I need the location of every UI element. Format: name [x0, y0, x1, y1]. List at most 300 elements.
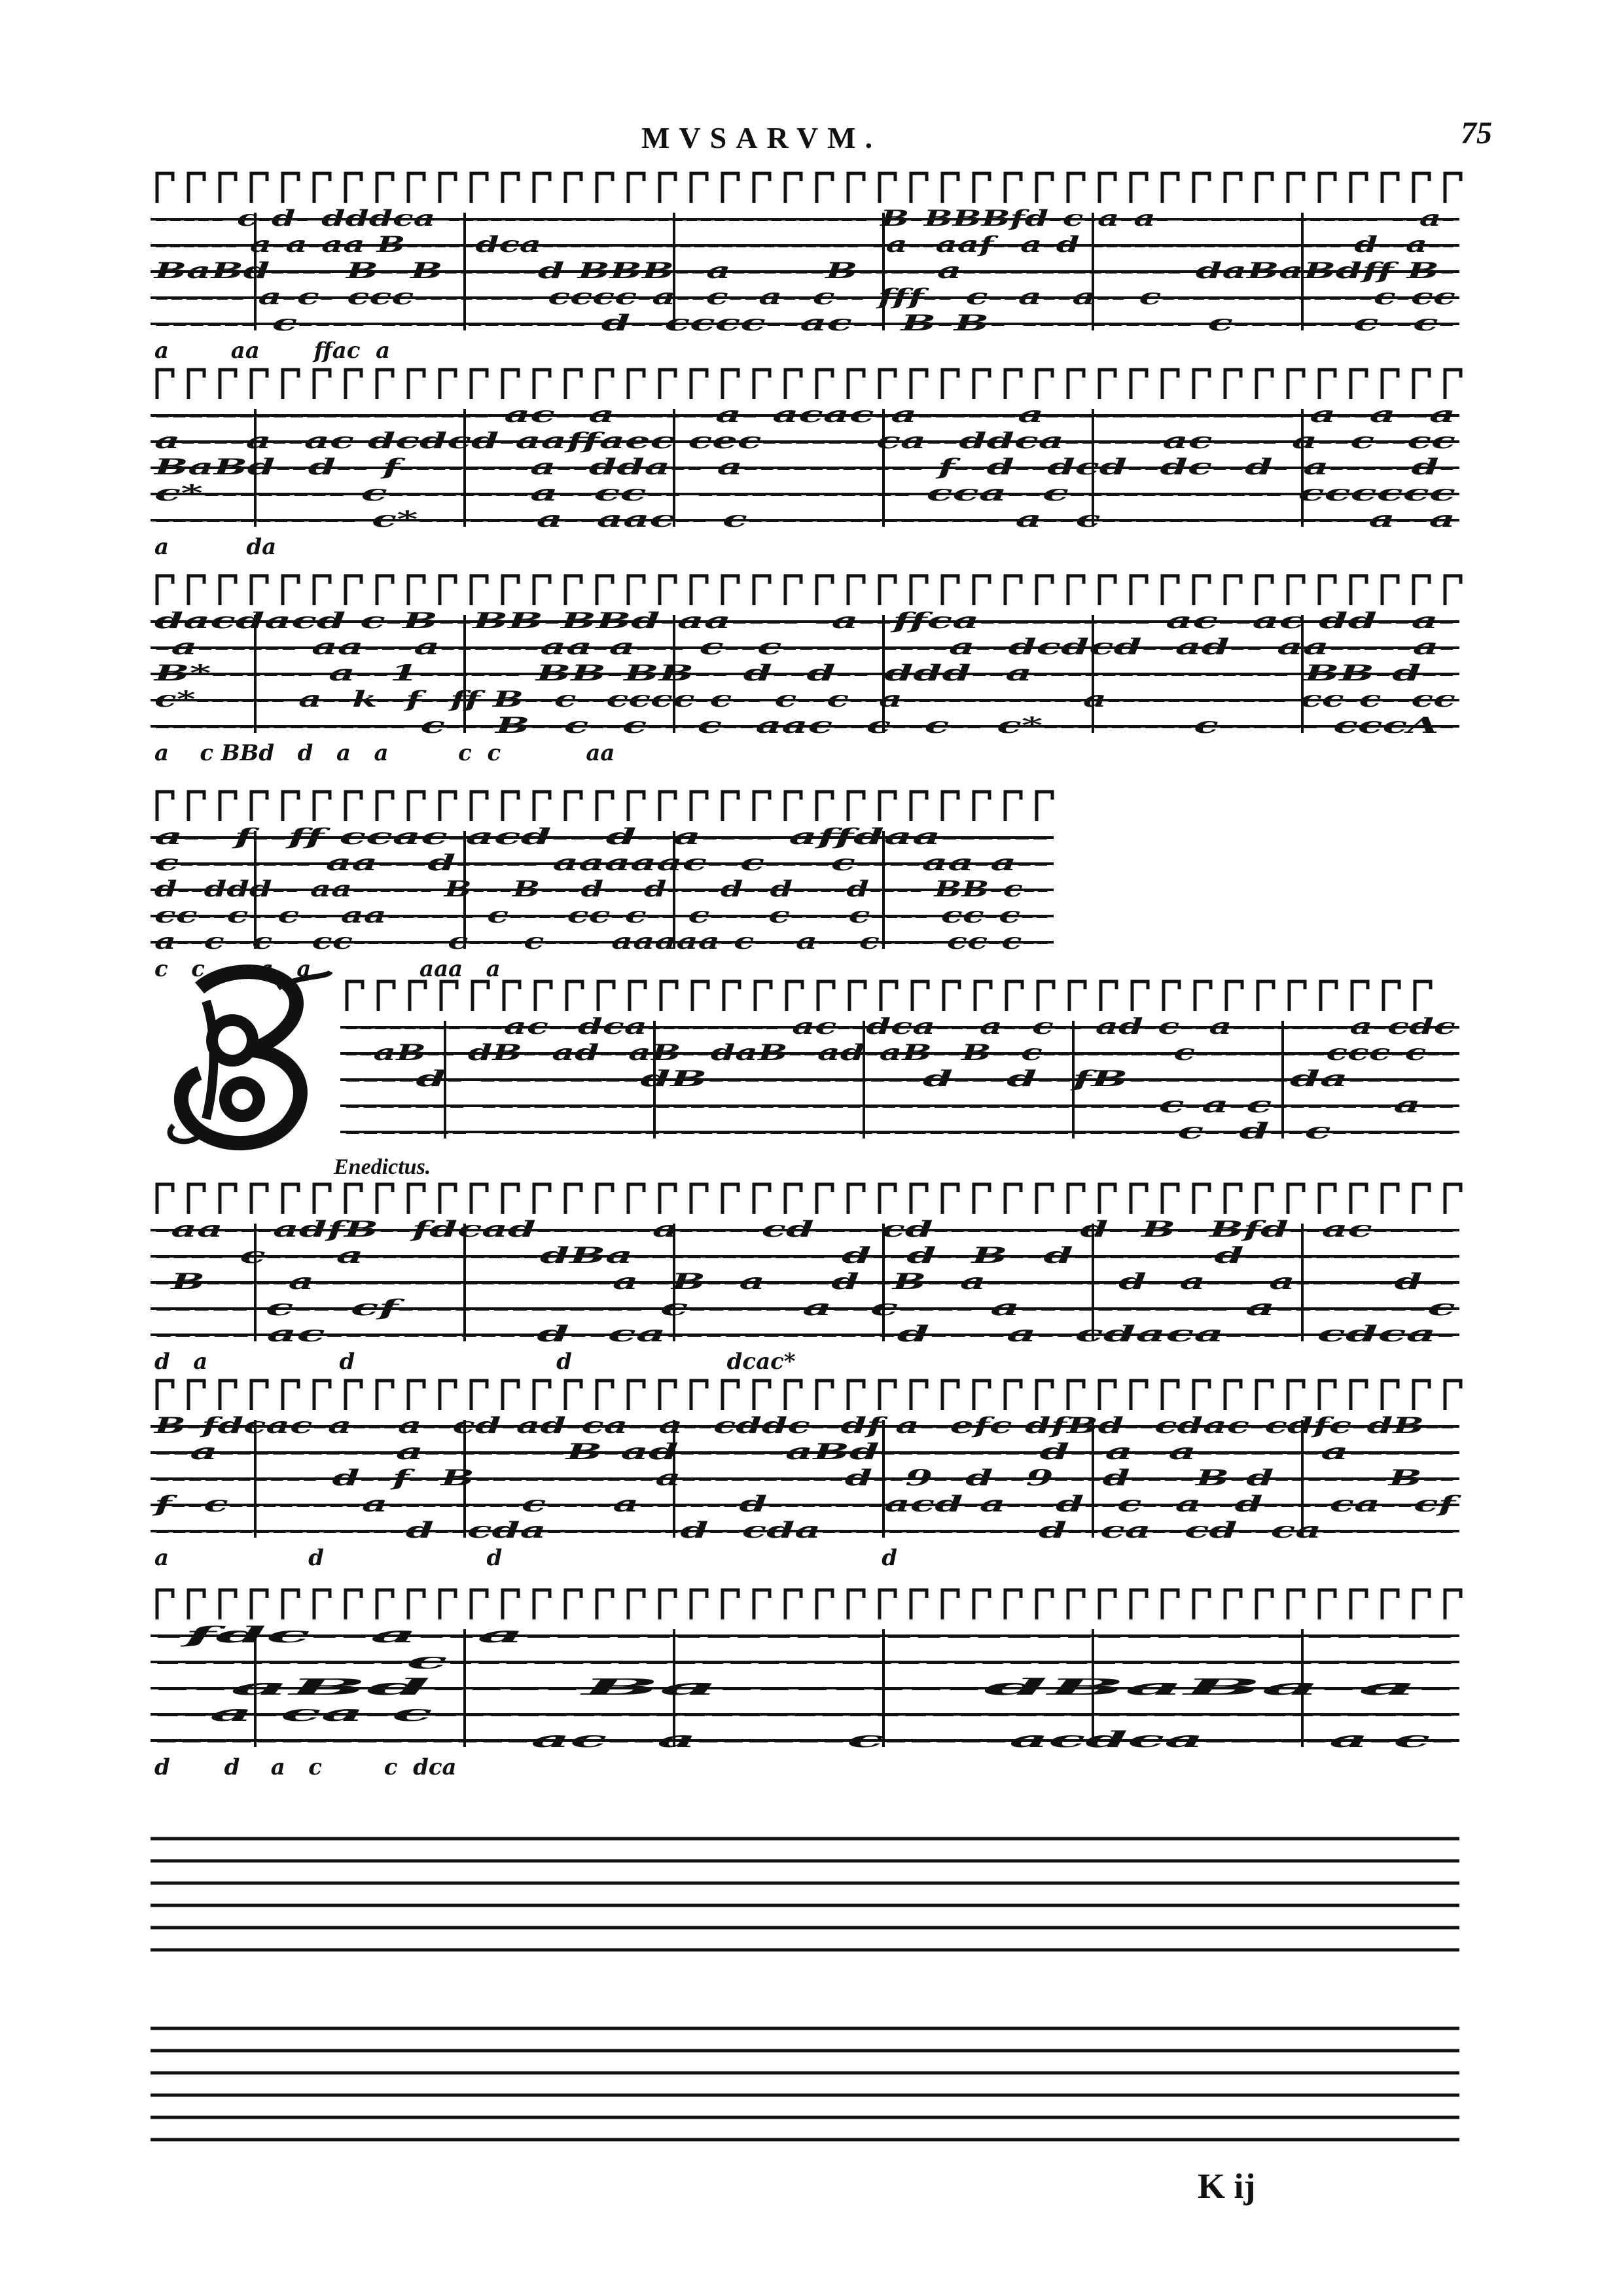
rhythm-flag [630, 981, 645, 1011]
rhythm-flag [377, 1184, 393, 1214]
rhythm-flag [1445, 173, 1461, 203]
rhythm-flag [504, 981, 520, 1011]
tablature-course-row: BaBd---- B--B------d BBB--a------B-----a-------------- daBaBdff B- [153, 258, 1456, 284]
rhythm-flag [1068, 370, 1084, 399]
rhythm-flag [1101, 981, 1116, 1011]
rhythm-flag [157, 370, 173, 399]
rhythm-flag [1005, 792, 1021, 821]
rhythm-flag [660, 1381, 675, 1410]
rhythm-flag [251, 370, 267, 399]
rhythm-flag [1037, 576, 1052, 605]
rhythm-signs [157, 173, 1461, 203]
rhythm-flag [1351, 1590, 1366, 1619]
rhythm-flag [660, 1184, 675, 1214]
rhythm-flag [314, 1381, 330, 1410]
rhythm-flag [220, 370, 236, 399]
rhythm-flag [1414, 370, 1429, 399]
signature-mark: K ij [1198, 2166, 1256, 2206]
rhythm-flag [251, 792, 267, 821]
rhythm-flag [974, 792, 990, 821]
rhythm-flag [692, 981, 708, 1011]
tablature-staff [340, 975, 1459, 1171]
tablature-course-row: B*------ a--1------ BB-BB-- d--d-- ddd--a--------------- BB-d-- [153, 660, 1455, 686]
rhythm-flag [157, 1184, 173, 1214]
rhythm-flag [1288, 1381, 1304, 1410]
running-head: MVSARVM. [641, 121, 882, 154]
rhythm-flag [1131, 1590, 1147, 1619]
rhythm-flag [880, 1590, 895, 1619]
rhythm-flag [911, 792, 927, 821]
tablature-course-row: ------- ---------------------------------------c--d--c------- [344, 1118, 1455, 1144]
rhythm-flag [942, 1184, 958, 1214]
rhythm-flag [1415, 981, 1431, 1011]
rhythm-flag [441, 981, 457, 1011]
rhythm-flag [628, 370, 644, 399]
rhythm-flag [1037, 1184, 1052, 1214]
rhythm-flag [1037, 370, 1052, 399]
rhythm-flag [471, 1590, 487, 1619]
rhythm-flag [1288, 1590, 1304, 1619]
rhythm-flag [503, 370, 518, 399]
rhythm-flag [251, 576, 267, 605]
rhythm-flag [628, 576, 644, 605]
rhythm-flag [283, 1381, 298, 1410]
rhythm-flag [1445, 1381, 1461, 1410]
rhythm-flag [378, 981, 394, 1011]
tablature-bass-letters: c c a a aaa a [154, 956, 501, 982]
rhythm-flag [848, 1590, 864, 1619]
tablature-staff [151, 1374, 1462, 1571]
rhythm-flag [1195, 981, 1211, 1011]
rhythm-flag [1445, 576, 1461, 605]
rhythm-flag [597, 792, 613, 821]
rhythm-flag [314, 576, 330, 605]
blank-staff-group-1 [151, 1832, 1459, 1963]
tablature-course-row: BaBd--d-- f--------a--dda-- a----------- f--d--dcd--dc--d- a-----d- [153, 454, 1455, 480]
rhythm-flag [283, 173, 298, 203]
rhythm-flag [785, 1590, 801, 1619]
rhythm-flag [1099, 1381, 1115, 1410]
rhythm-flag [691, 792, 707, 821]
rhythm-flag [188, 173, 204, 203]
rhythm-flag [346, 576, 361, 605]
tablature-course-row: dacdacd c-B--BB-BBd-aa---- -a--ffca---------- ac--ac dd--a- [154, 608, 1455, 634]
rhythm-flag [314, 1184, 330, 1214]
rhythm-flag [754, 1381, 770, 1410]
rhythm-flag [251, 1590, 267, 1619]
tablature-course-row: ------ c---- ------------ d--cccc--ac-- B-B- ---------- c-------c--c- [154, 310, 1455, 336]
rhythm-flag [1257, 173, 1272, 203]
rhythm-flag [628, 1184, 644, 1214]
tablature-course-row: ----- c-d- dddca ------------ ----------------- B-BBBfd-c-a-a- -------------- --a- [154, 205, 1455, 232]
rhythm-flag [440, 576, 455, 605]
rhythm-flag [848, 1184, 864, 1214]
rhythm-flag [408, 173, 424, 203]
tablature-staff [151, 1583, 1459, 1780]
rhythm-flag [1131, 173, 1147, 203]
rhythm-flag [628, 1381, 644, 1410]
rhythm-flag [849, 981, 865, 1011]
tablature-course-row: c*-------- c--------a--cc-- ------------ cca--c------------ cccccc [154, 480, 1456, 506]
rhythm-flag [157, 1381, 173, 1410]
rhythm-flag [1352, 981, 1368, 1011]
rhythm-flag [722, 1381, 738, 1410]
rhythm-flag [377, 1381, 393, 1410]
tablature-bass-letters: a da [154, 534, 277, 560]
rhythm-flag [722, 1590, 738, 1619]
rhythm-flag [974, 370, 990, 399]
rhythm-flag [1445, 1590, 1461, 1619]
rhythm-flag [1319, 1590, 1335, 1619]
rhythm-flag [565, 1381, 581, 1410]
rhythm-flag [1382, 370, 1398, 399]
rhythm-flag [1164, 981, 1179, 1011]
rhythm-flag [1288, 576, 1304, 605]
rhythm-flag [691, 173, 707, 203]
rhythm-flag [440, 173, 455, 203]
rhythm-flag [1445, 1184, 1461, 1214]
rhythm-flag [785, 1184, 801, 1214]
rhythm-flag [440, 792, 455, 821]
rhythm-flag [1099, 173, 1115, 203]
rhythm-flag [1258, 981, 1274, 1011]
rhythm-flag [251, 1381, 267, 1410]
rhythm-flag [565, 576, 581, 605]
rhythm-flag [911, 576, 927, 605]
rhythm-flag [911, 1590, 927, 1619]
tablature-course-row: a--c--c-- cc------ c----c---- aaaaa-c---a---c---- cc-c-- [154, 928, 1050, 955]
rhythm-flag [785, 173, 801, 203]
rhythm-flag [817, 1381, 832, 1410]
rhythm-flag [188, 1184, 204, 1214]
rhythm-flag [817, 1590, 832, 1619]
rhythm-flag [848, 792, 864, 821]
rhythm-flag [1414, 1184, 1429, 1214]
rhythm-flag [754, 1184, 770, 1214]
rhythm-flag [534, 576, 550, 605]
tablature-course-row: --a----------a--------B-ad------aBd---------d--a--a-------a------ [154, 1439, 1455, 1465]
rhythm-flag [440, 1184, 455, 1214]
rhythm-flag [1225, 1590, 1241, 1619]
rhythm-flag [346, 173, 361, 203]
rhythm-flag [974, 1184, 990, 1214]
rhythm-flag [660, 576, 675, 605]
rhythm-flag [1445, 370, 1461, 399]
rhythm-flag [880, 792, 895, 821]
rhythm-flag [1382, 576, 1398, 605]
rhythm-flag [377, 173, 393, 203]
rhythm-flag [880, 1381, 895, 1410]
rhythm-flag [1068, 1590, 1084, 1619]
tablature-course-row: ------ a-c- ccc-------- cccc-a--c--a--c-- fff-- c--a--a-- c--------------c-cc [154, 284, 1456, 310]
rhythm-signs [157, 1590, 1461, 1619]
rhythm-flag [1351, 1184, 1366, 1214]
rhythm-flag [597, 370, 613, 399]
tablature-course-row: --a-ca-c------------------------------------- [154, 1701, 1455, 1727]
rhythm-flag [785, 792, 801, 821]
rhythm-flag [660, 792, 675, 821]
rhythm-flag [503, 1381, 518, 1410]
rhythm-flag [534, 1184, 550, 1214]
rhythm-flag [911, 173, 927, 203]
section-caption: Enedictus. [334, 1155, 431, 1179]
rhythm-flag [691, 576, 707, 605]
tablature-course-row: c*------ a--k--f--ff B--c--cccc-c-- c--c--a------------a------------ cc-c--cc [154, 686, 1456, 713]
rhythm-flag [942, 370, 958, 399]
rhythm-flag [220, 1184, 236, 1214]
rhythm-flag [974, 576, 990, 605]
rhythm-flag [1225, 576, 1241, 605]
rhythm-flag [1162, 576, 1178, 605]
rhythm-flag [1037, 1381, 1052, 1410]
rhythm-flag [628, 173, 644, 203]
rhythm-flag [408, 1184, 424, 1214]
rhythm-flag [1037, 173, 1052, 203]
rhythm-flag [1351, 1381, 1366, 1410]
rhythm-flag [565, 792, 581, 821]
rhythm-flag [754, 173, 770, 203]
rhythm-flag [314, 1590, 330, 1619]
rhythm-flag [346, 1590, 361, 1619]
rhythm-flag [565, 1590, 581, 1619]
rhythm-flag [1005, 576, 1021, 605]
rhythm-flag [188, 1381, 204, 1410]
rhythm-flag [597, 1184, 613, 1214]
rhythm-flag [880, 173, 895, 203]
rhythm-flag [942, 792, 958, 821]
tablature-course-row: B-fdcac-a---a--cd-ad-ca--a--cddc--df a--efc dfBd--cdac-cdfc-dB-- [153, 1413, 1455, 1439]
rhythm-flag [974, 173, 990, 203]
rhythm-flag [1288, 370, 1304, 399]
rhythm-flag [1005, 173, 1021, 203]
rhythm-flag [722, 1184, 738, 1214]
rhythm-flag [188, 1590, 204, 1619]
rhythm-flag [911, 1381, 927, 1410]
rhythm-flag [565, 1184, 581, 1214]
rhythm-flag [1383, 981, 1399, 1011]
rhythm-flag [346, 1184, 361, 1214]
rhythm-flag [1005, 1184, 1021, 1214]
rhythm-flag [975, 981, 991, 1011]
rhythm-flag [1225, 1184, 1241, 1214]
rhythm-flag [911, 370, 927, 399]
rhythm-flag [440, 1590, 455, 1619]
rhythm-flag [942, 1590, 958, 1619]
tablature-course-row: a----a--ac dcdcd-aaffaec cec-------ca--ddca------ac---- a--c--cc [154, 428, 1456, 454]
rhythm-flag [1194, 1184, 1209, 1214]
rhythm-signs [347, 981, 1431, 1011]
rhythm-flag [1351, 576, 1366, 605]
rhythm-flag [1382, 173, 1398, 203]
tablature-course-row: -------- --ac--dca--------- ac--dca---a--c-- ad-c--a--------a-cdc [344, 1014, 1456, 1040]
rhythm-flag [1005, 370, 1021, 399]
rhythm-flag [691, 1381, 707, 1410]
rhythm-flag [220, 1381, 236, 1410]
rhythm-flag [628, 792, 644, 821]
rhythm-flag [1351, 370, 1366, 399]
rhythm-flag [1414, 576, 1429, 605]
rhythm-flag [534, 173, 550, 203]
rhythm-flag [471, 173, 487, 203]
rhythm-flag [503, 1184, 518, 1214]
tablature-bass-letters: a c BBd d a a c c aa [154, 740, 615, 766]
rhythm-flag [1319, 576, 1335, 605]
rhythm-flag [534, 792, 550, 821]
tablature-course-row: -------------------- ac--a------a- acac-a------a--------------- a--a--a [154, 402, 1455, 428]
rhythm-flag [848, 576, 864, 605]
rhythm-flag [471, 370, 487, 399]
tablature-staff [151, 363, 1459, 559]
rhythm-flag [911, 1184, 927, 1214]
rhythm-flag [1225, 173, 1241, 203]
rhythm-flag [471, 576, 487, 605]
rhythm-flag [1414, 1590, 1429, 1619]
rhythm-flag [691, 1184, 707, 1214]
rhythm-flag [755, 981, 771, 1011]
rhythm-flag [1131, 576, 1147, 605]
tablature-course-row: --aB-- dB--ad--aB--daB--ad-aB--B--c---------c---------ccc-c-- [344, 1040, 1455, 1066]
rhythm-flag [628, 1590, 644, 1619]
rhythm-flag [471, 1381, 487, 1410]
rhythm-flag [220, 792, 236, 821]
rhythm-flag [377, 370, 393, 399]
rhythm-flag [503, 792, 518, 821]
rhythm-flag [1382, 1381, 1398, 1410]
tablature-course-row: -B-----a------------------a--B--a----d--B--a--------d--a--- a------d-- [154, 1269, 1455, 1295]
rhythm-flag [597, 1590, 613, 1619]
tablature-course-row: ---------------d--cda--------d--cda-------------d--ca--cd--ca-------- [154, 1517, 1455, 1544]
tablature-course-row: ---------c------------------------------------ [154, 1648, 1455, 1674]
rhythm-flag [1068, 1184, 1084, 1214]
rhythm-flag [754, 1590, 770, 1619]
rhythm-flag [1319, 370, 1335, 399]
rhythm-flag [597, 576, 613, 605]
rhythm-flag [1005, 1381, 1021, 1410]
rhythm-flag [1194, 576, 1209, 605]
rhythm-flag [785, 576, 801, 605]
rhythm-flag [722, 576, 738, 605]
rhythm-flag [1131, 1184, 1147, 1214]
rhythm-flag [157, 173, 173, 203]
rhythm-flag [1319, 1381, 1335, 1410]
tablature-course-row: c-------- aa---d----- aaaaac--c----c----aa-a-- [154, 850, 1050, 876]
rhythm-flag [817, 370, 832, 399]
rhythm-flag [188, 576, 204, 605]
tablature-course-row: -fdc--a--a------------------------------- [154, 1622, 1455, 1648]
rhythm-flag [346, 1381, 361, 1410]
rhythm-flag [942, 173, 958, 203]
rhythm-flag [912, 981, 928, 1011]
rhythm-flag [347, 981, 363, 1011]
tablature-course-row: ----d- ---------dB------------d---d--fB---------da------ [344, 1066, 1455, 1092]
rhythm-flag [1068, 173, 1084, 203]
page-number: 75 [1461, 116, 1492, 150]
rhythm-flag [251, 1184, 267, 1214]
rhythm-flag [787, 981, 802, 1011]
rhythm-flag [565, 173, 581, 203]
tablature-bass-letters: a d d d [154, 1545, 897, 1571]
rhythm-flag [598, 981, 614, 1011]
rhythm-flag [157, 792, 173, 821]
rhythm-flag [1319, 1184, 1335, 1214]
rhythm-flag [1162, 1184, 1178, 1214]
rhythm-signs [157, 1184, 1461, 1214]
tablature-course-row: f--c--------a--------c----a------d-------acd-a---d--c--a--d----ca--cf [152, 1491, 1462, 1517]
rhythm-flag [220, 173, 236, 203]
rhythm-flag [785, 1381, 801, 1410]
rhythm-flag [1162, 370, 1178, 399]
rhythm-signs [157, 792, 1052, 821]
rhythm-flag [661, 981, 677, 1011]
tablature-course-row: ----- ac-----------d--ca------------d----a--cdaca---- cdca- [154, 1321, 1455, 1347]
rhythm-flag [660, 173, 675, 203]
rhythm-flag [881, 981, 897, 1011]
tablature-course-row: --aBd----Ba-------dBaBa-a- [154, 1674, 1455, 1701]
rhythm-flag [1257, 1381, 1272, 1410]
rhythm-flag [220, 576, 236, 605]
rhythm-flag [440, 370, 455, 399]
rhythm-flag [503, 173, 518, 203]
rhythm-flag [534, 1381, 550, 1410]
rhythm-flag [1005, 1590, 1021, 1619]
rhythm-signs [157, 576, 1461, 605]
rhythm-flag [314, 370, 330, 399]
rhythm-flag [974, 1381, 990, 1410]
rhythm-flag [471, 792, 487, 821]
rhythm-flag [1068, 576, 1084, 605]
rhythm-flag [1007, 981, 1022, 1011]
rhythm-flag [817, 576, 832, 605]
rhythm-flag [1162, 1381, 1178, 1410]
rhythm-flag [377, 1590, 393, 1619]
rhythm-flag [1037, 1590, 1052, 1619]
rhythm-flag [1132, 981, 1148, 1011]
rhythm-flag [660, 1590, 675, 1619]
rhythm-flag [597, 1381, 613, 1410]
rhythm-flag [691, 1590, 707, 1619]
rhythm-flag [283, 370, 298, 399]
rhythm-flag [283, 792, 298, 821]
rhythm-flag [1414, 1381, 1429, 1410]
rhythm-flag [1068, 1381, 1084, 1410]
rhythm-flag [1038, 981, 1054, 1011]
rhythm-flag [942, 1381, 958, 1410]
rhythm-flag [597, 173, 613, 203]
rhythm-flag [1099, 576, 1115, 605]
rhythm-flag [785, 370, 801, 399]
tablature-staff [151, 167, 1459, 363]
rhythm-flag [1131, 370, 1147, 399]
rhythm-flag [1288, 173, 1304, 203]
rhythm-flag [283, 576, 298, 605]
rhythm-flag [534, 1590, 550, 1619]
rhythm-flag [188, 792, 204, 821]
rhythm-flag [754, 792, 770, 821]
decorated-initial-b-icon [160, 962, 334, 1152]
rhythm-flag [1257, 1590, 1272, 1619]
rhythm-flag [880, 370, 895, 399]
rhythm-flag [157, 576, 173, 605]
rhythm-flag [534, 370, 550, 399]
rhythm-flag [817, 173, 832, 203]
rhythm-flag [1382, 1590, 1398, 1619]
rhythm-flag [818, 981, 834, 1011]
rhythm-flag [1099, 1590, 1115, 1619]
tablature-course-row: ---------- d--f--B-----------a----------d--9--d--9---d----B-d-------B-- [154, 1465, 1455, 1491]
tablature-course-row: ------------ c*-------a--aac-- c--------------- a--c------- --------a--a [154, 506, 1455, 533]
tablature-course-row: cc--c--c-- aa------ c----cc-c-- c----c----c---- cc-c-- [154, 902, 1050, 928]
rhythm-flag [880, 1184, 895, 1214]
